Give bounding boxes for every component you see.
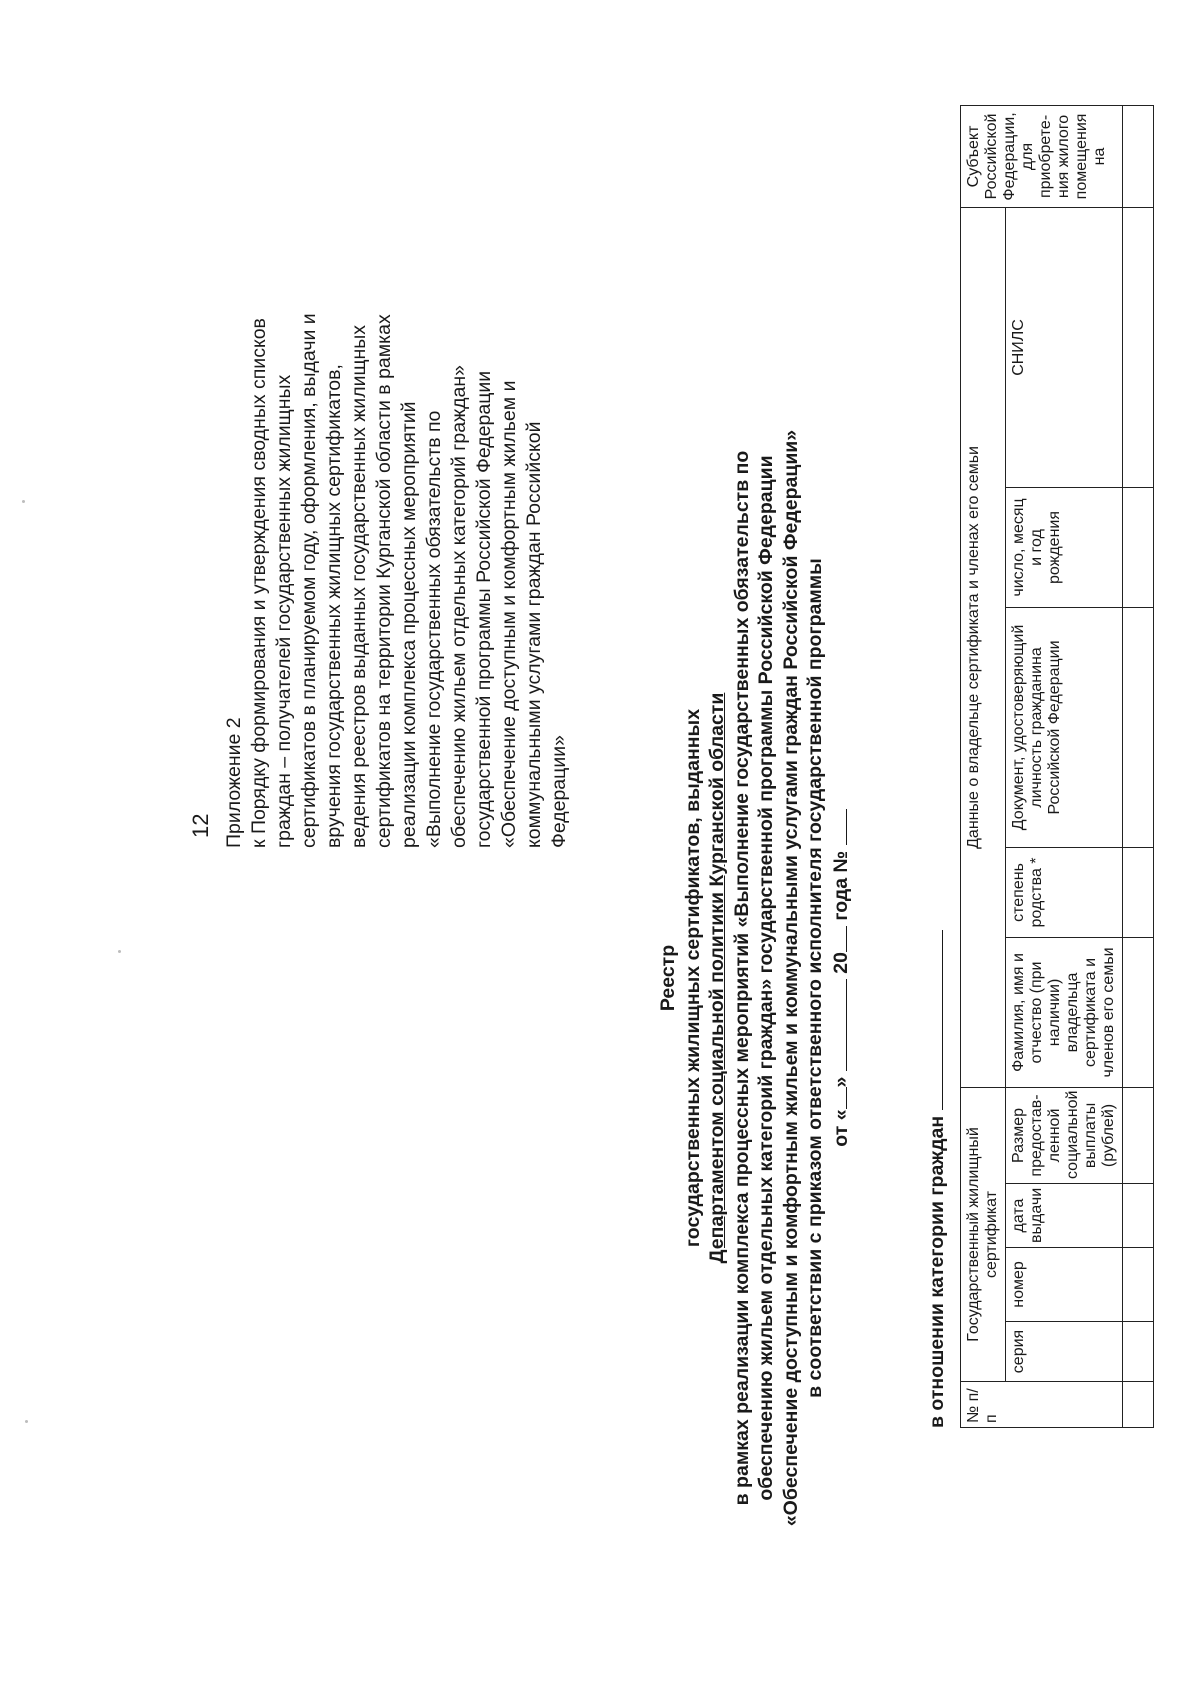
table-cell bbox=[1123, 1184, 1154, 1248]
appendix-line: вручения государственных жилищных сертификатов, bbox=[323, 364, 345, 848]
date-quote-close: » bbox=[829, 1076, 852, 1088]
table-cell bbox=[1123, 105, 1154, 207]
registry-heading bbox=[656, 388, 853, 1568]
certificate-group-header: Государственный жилищный сертификат bbox=[961, 1087, 1006, 1381]
appendix-line: реализации комплекса процессных мероприятий bbox=[398, 401, 420, 848]
table-cell bbox=[1123, 607, 1154, 847]
table-cell bbox=[1123, 487, 1154, 607]
snils-header: СНИЛС bbox=[1006, 207, 1123, 487]
appendix-line: граждан – получателей государственных жилищных bbox=[273, 374, 295, 848]
table-row bbox=[1123, 105, 1154, 1427]
registry-subtitle: государственных жилищных сертификатов, выданных bbox=[681, 708, 704, 1248]
heading-line: в соответствии с приказом ответственного исполнителя государственной программы bbox=[804, 558, 826, 1398]
appendix-line: Приложение 2 bbox=[223, 717, 245, 848]
table-cell bbox=[1123, 1322, 1154, 1382]
birth-date-header: число, месяц и год рождения bbox=[1006, 487, 1123, 607]
day-blank bbox=[828, 1087, 847, 1109]
owner-group-header: Данные о владельце сертификата и членах его семьи bbox=[961, 207, 1006, 1087]
category-line bbox=[924, 930, 949, 1428]
series-header: серия bbox=[1006, 1322, 1123, 1382]
appendix-line: сертификатов на территории Курганской области в рамках bbox=[373, 314, 395, 848]
document-header: Документ, удостоверяющий личность гражданина Российской Федерации bbox=[1006, 607, 1123, 847]
kinship-header: степень родства * bbox=[1006, 847, 1123, 937]
category-blank bbox=[924, 930, 943, 1110]
date-from-label: от « bbox=[829, 1109, 852, 1147]
appendix-line: обеспечению жильем отдельных категорий граждан» bbox=[448, 365, 470, 848]
appendix-line: Федерации» bbox=[548, 735, 570, 848]
table-cell bbox=[1123, 1087, 1154, 1183]
appendix-block bbox=[222, 48, 572, 848]
heading-line: в рамках реализации комплекса процессных мероприятий «Выполнение государственных обязательств по bbox=[730, 450, 753, 1506]
date-year-prefix: 20 bbox=[829, 952, 852, 974]
year-blank bbox=[828, 926, 847, 952]
appendix-line: «Обеспечение доступным и комфортным жильем и bbox=[498, 380, 520, 848]
order-number-blank bbox=[828, 809, 847, 845]
heading-line: «Обеспечение доступным и комфортным жильем и коммунальными услугами граждан Российской Федерации» bbox=[779, 429, 802, 1527]
amount-header: Размер предостав- ленной социальной выплаты (рублей) bbox=[1006, 1087, 1123, 1183]
table-cell bbox=[1123, 937, 1154, 1087]
month-blank bbox=[828, 979, 847, 1071]
table-header-row bbox=[961, 105, 1006, 1427]
col-num-header: № п/п bbox=[961, 1382, 1123, 1428]
heading-line: обеспечению жильем отдельных категорий граждан» государственной программы Российской Федерации bbox=[755, 455, 777, 1501]
subject-header: Субъект Российской Федерации, для приобрете- ния жилого помещения на bbox=[961, 105, 1123, 207]
appendix-line: ведения реестров выданных государственных жилищных bbox=[348, 324, 370, 848]
issuing-department: Департаментом социальной политики Курганской области bbox=[706, 692, 728, 1264]
date-year-suffix: года № bbox=[829, 850, 852, 921]
table-cell bbox=[1123, 847, 1154, 937]
table-cell bbox=[1123, 1382, 1154, 1428]
appendix-line: коммунальными услугами граждан Российской bbox=[523, 421, 545, 848]
table-cell bbox=[1123, 1248, 1154, 1322]
appendix-line: «Выполнение государственных обязательств по bbox=[423, 410, 445, 848]
appendix-line: сертификатов в планируемом году, оформления, выдачи и bbox=[298, 313, 320, 848]
appendix-line: государственной программы Российской Федерации bbox=[473, 370, 495, 848]
order-date-line bbox=[828, 388, 854, 1568]
issue-date-header: дата выдачи bbox=[1006, 1184, 1123, 1248]
registry-title: Реестр bbox=[657, 944, 679, 1012]
fio-header: Фамилия, имя и отчество (при наличии) владельца сертификата и членов его семьи bbox=[1006, 937, 1123, 1087]
page-number: 12 bbox=[188, 813, 213, 838]
appendix-line: к Порядку формирования и утверждения сводных списков bbox=[248, 318, 270, 848]
category-label: в отношении категории граждан bbox=[926, 1115, 948, 1428]
table-cell bbox=[1123, 207, 1154, 487]
table-subheader-row bbox=[1006, 105, 1123, 1427]
number-header: номер bbox=[1006, 1248, 1123, 1322]
registry-table bbox=[960, 105, 1154, 1428]
